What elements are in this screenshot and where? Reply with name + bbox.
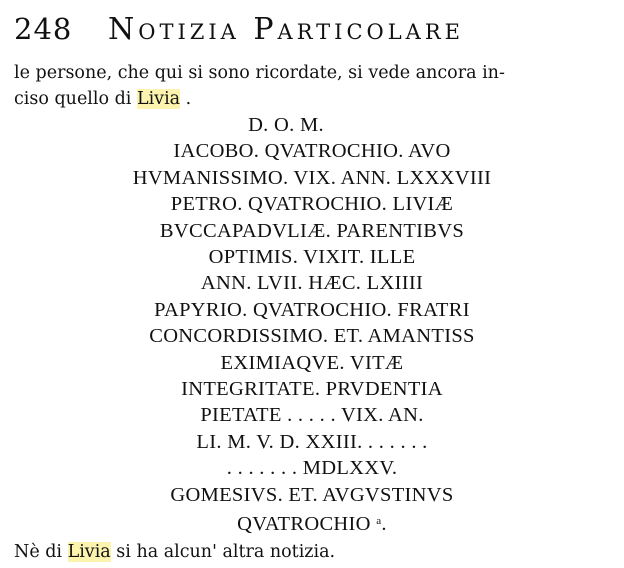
closing-sentence [14,540,335,564]
inscription-line: D. O. M. [248,114,324,136]
intro-text: ciso quello di [14,89,137,109]
inscription-line: OPTIMIS. VIXIT. ILLE [208,246,416,269]
inscription-line-last [0,508,624,537]
intro-paragraph [14,60,614,112]
inscription-line: ANN. LVII. HÆC. LXIIII [200,272,424,295]
inscription-line: LI. M. V. D. XXIII. . . . . . . [196,430,428,453]
closing-text-rest: si ha alcun' altra notizia. [110,542,336,562]
inscription-line: INTEGRITATE. PRVDENTIA [181,378,443,401]
inscription-line: PIETATE . . . . . VIX. AN. [200,404,424,427]
inscription-line: . . . . . . . MDLXXV. [226,457,398,480]
inscription-line: HVMANISSIMO. VIX. ANN. LXXXVIII [132,166,492,189]
highlighted-name-livia: Livia [136,89,181,109]
inscription-line: EXIMIAQVE. VITÆ [220,351,404,374]
inscription-line: IACOBO. QVATROCHIO. AVO [173,140,451,163]
closing-text: Nè di [14,542,68,562]
inscription-line: GOMESIVS. ET. AVGVSTINVS [170,483,454,506]
intro-line-2 [14,86,614,112]
intro-punct: . [180,89,192,109]
inscription-line: BVCCAPADVLIÆ. PARENTIBVS [159,219,465,242]
footnote-marker: a [376,515,382,528]
intro-line-1: le persone, che qui si sono ricordate, si vede ancora in- [14,63,505,83]
page-header [14,12,614,54]
inscription-line: PAPYRIO. QVATROCHIO. FRATRI [154,298,470,321]
highlighted-name-livia: Livia [67,542,111,562]
inscription-line: PETRO. QVATROCHIO. LIVIÆ [170,193,454,216]
epitaph-inscription [0,112,624,538]
inscription-line: CONCORDISSIMO. ET. AMANTISS [149,325,475,348]
inscription-end: . [381,513,387,536]
inscription-text: QVATROCHIO [237,513,371,536]
page-number: 248 [14,12,73,46]
running-title: Notizia Particolare [108,12,464,47]
